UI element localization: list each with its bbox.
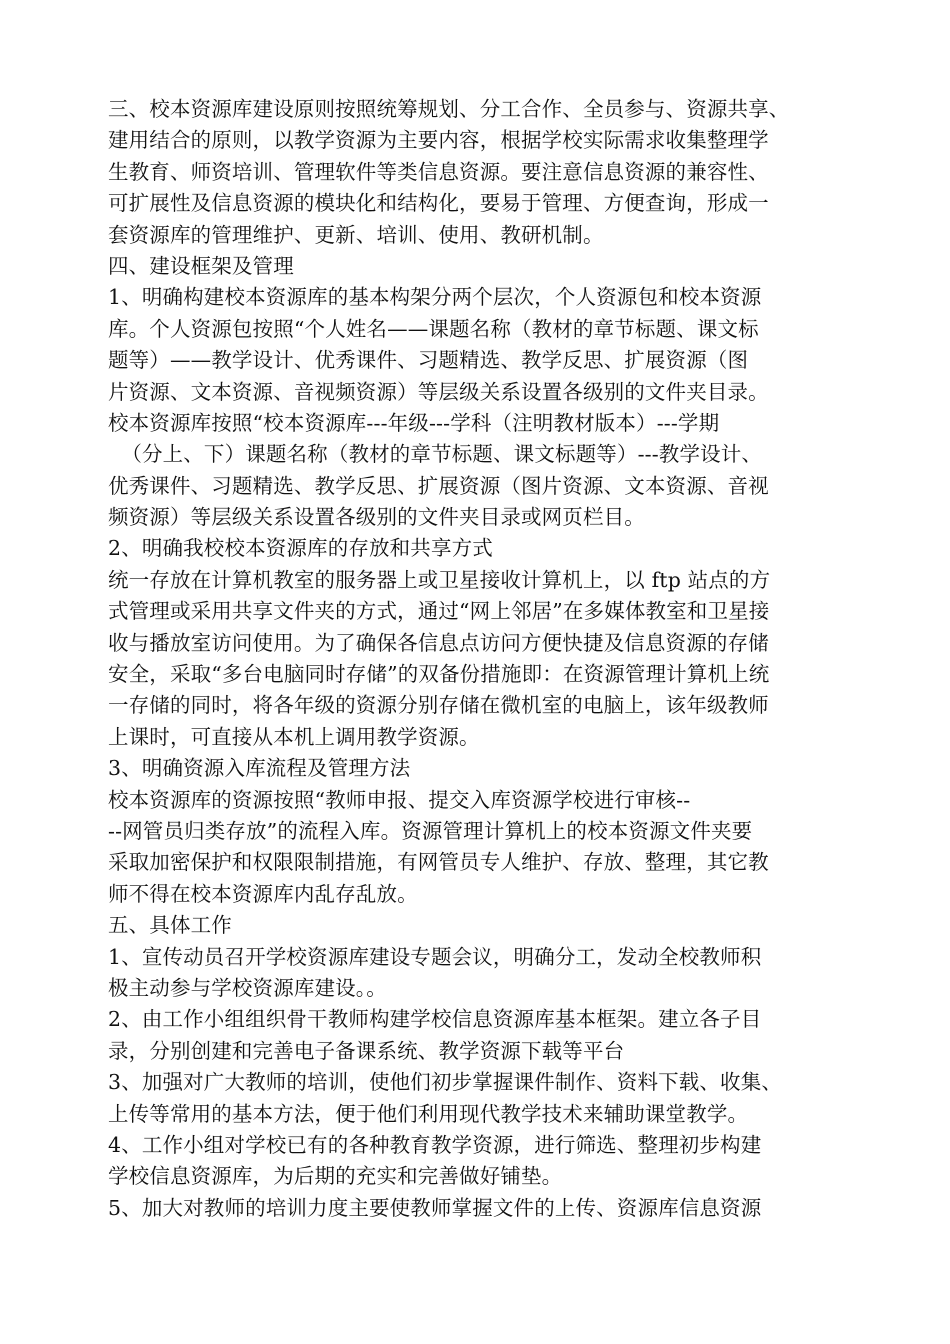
text-line: 三、校本资源库建设原则按照统筹规划、分工合作、全员参与、资源共享、 [108,97,790,121]
text-line: 校本资源库的资源按照“教师申报、提交入库资源学校进行审核-- [108,787,691,812]
text-line: 式管理或采用共享文件夹的方式，通过“网上邻居”在多媒体教室和卫星接 [108,599,770,624]
text-line: 统一存放在计算机教室的服务器上或卫星接收计算机上，以 ftp 站点的方 [108,567,771,592]
text-line: 频资源）等层级关系设置各级别的文件夹目录或网页栏目。 [108,505,645,530]
text-line: 生教育、师资培训、管理软件等类信息资源。要注意信息资源的兼容性、 [108,159,769,184]
text-line: 师不得在校本资源库内乱存乱放。 [108,881,418,906]
text-line: 2、由工作小组组织骨干教师构建学校信息资源库基本框架。建立各子目 [108,1007,762,1032]
text-line: 1、明确构建校本资源库的基本构架分两个层次，个人资源包和校本资源 [108,285,762,310]
text-line: 校本资源库按照“校本资源库---年级---学科（注明教材版本）---学期 [108,410,720,435]
subsection-heading: 2、明确我校校本资源库的存放和共享方式 [108,536,493,561]
text-line: 一存储的同时，将各年级的资源分别存储在微机室的电脑上，该年级教师 [108,693,769,718]
text-line: 1、宣传动员召开学校资源库建设专题会议，明确分工，发动全校教师积 [108,944,762,969]
document-body [108,94,868,1224]
text-line: 优秀课件、习题精选、教学反思、扩展资源（图片资源、文本资源、音视 [108,473,769,498]
text-line: 录，分别创建和完善电子备课系统、教学资源下载等平台 [108,1038,625,1063]
section-heading: 五、具体工作 [108,913,232,938]
text-line: 可扩展性及信息资源的模块化和结构化，要易于管理、方便查询，形成一 [108,191,769,216]
text-line: 套资源库的管理维护、更新、培训、使用、教研机制。 [108,222,604,247]
text-line: 收与播放室访问使用。为了确保各信息点访问方便快捷及信息资源的存储 [108,630,769,655]
text-line: 建用结合的原则，以教学资源为主要内容，根据学校实际需求收集整理学 [108,128,769,153]
text-line: 3、加强对广大教师的培训，使他们初步掌握课件制作、资料下载、收集、 [108,1070,782,1095]
text-line: 库。个人资源包按照“个人姓名——课题名称（教材的章节标题、课文标 [108,316,759,341]
text-line: 安全，采取“多台电脑同时存储”的双备份措施即：在资源管理计算机上统 [108,662,770,687]
text-line: 采取加密保护和权限限制措施，有网管员专人维护、存放、整理，其它教 [108,850,769,875]
text-line: 片资源、文本资源、音视频资源）等层级关系设置各级别的文件夹目录。 [108,379,769,404]
text-line: （分上、下）课题名称（教材的章节标题、课文标题等）---教学设计、 [108,442,763,467]
text-line: 学校信息资源库，为后期的充实和完善做好铺垫。 [108,1164,563,1189]
text-line: --网管员归类存放”的流程入库。资源管理计算机上的校本资源文件夹要 [108,818,753,843]
text-line: 极主动参与学校资源库建设。。 [108,975,387,1000]
text-line: 上传等常用的基本方法，便于他们利用现代教学技术来辅助课堂教学。 [108,1101,749,1126]
text-line: 题等）——教学设计、优秀课件、习题精选、教学反思、扩展资源（图 [108,348,749,373]
text-line: 4、工作小组对学校已有的各种教育教学资源，进行筛选、整理初步构建 [108,1132,762,1157]
text-line: 5、加大对教师的培训力度主要使教师掌握文件的上传、资源库信息资源 [108,1195,762,1220]
section-heading: 四、建设框架及管理 [108,253,294,278]
subsection-heading: 3、明确资源入库流程及管理方法 [108,756,411,781]
text-line: 上课时，可直接从本机上调用教学资源。 [108,724,480,749]
